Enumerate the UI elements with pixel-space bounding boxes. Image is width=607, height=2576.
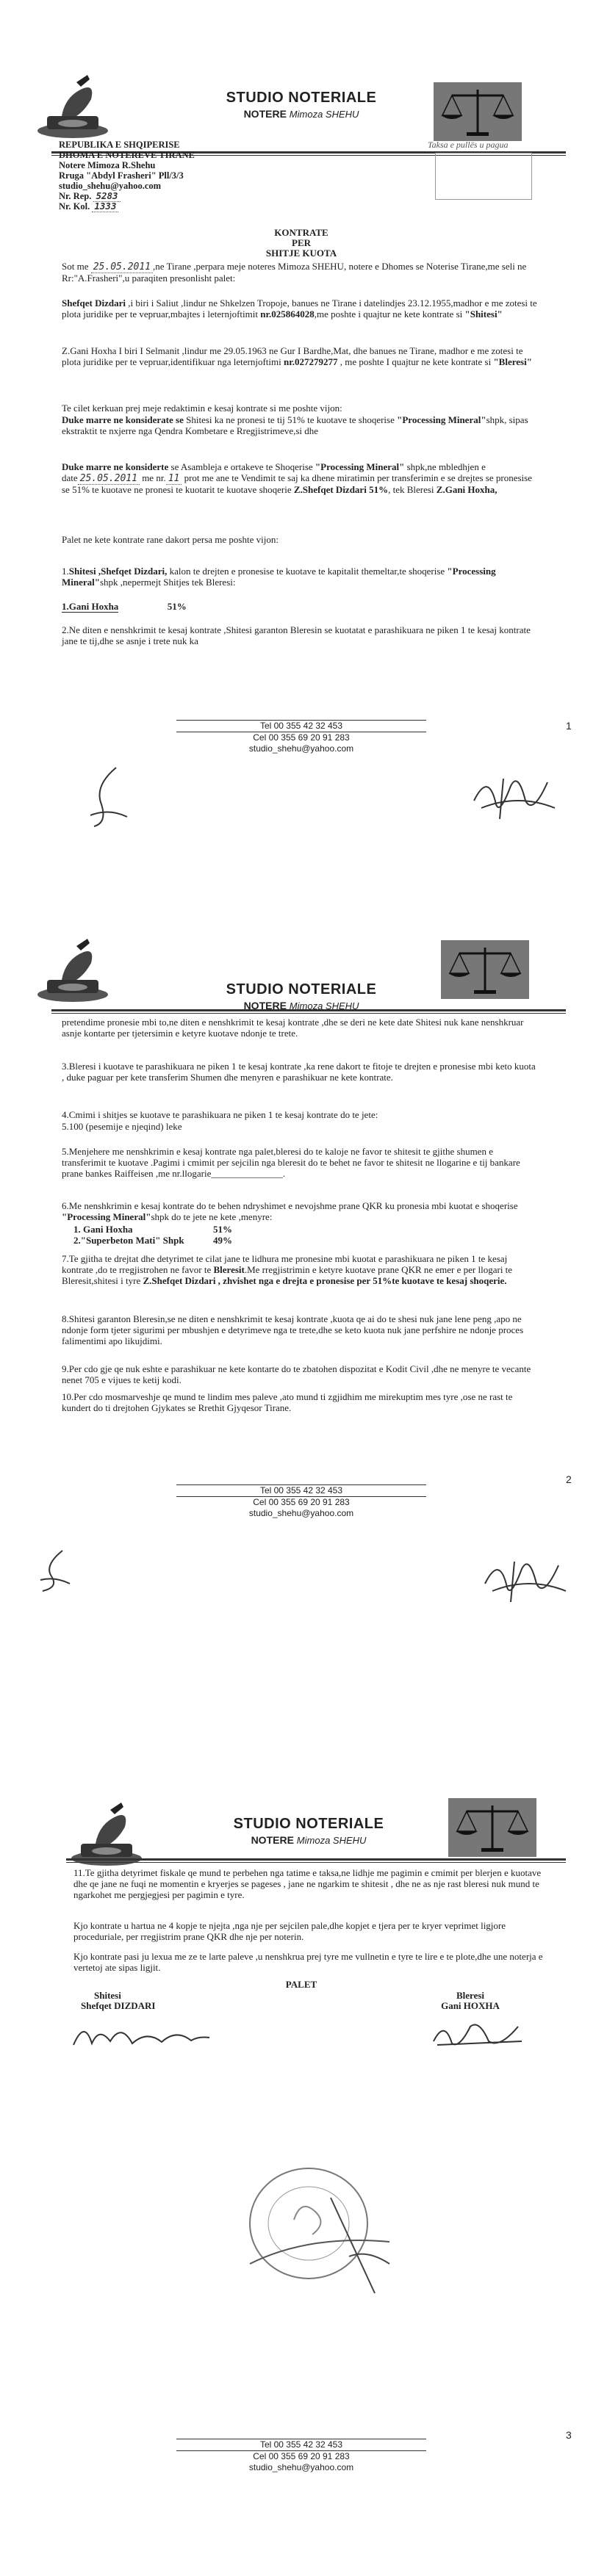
intro-paragraph: Sot me 25.05.2011 ,ne Tirane ,perpara meje noteres Mimoza SHEHU, notere e Dhomes se Noterise Tirane,me seli ne Rr:"A.Frasheri",u paraqiten presonlisht palet: [62,261,527,284]
consideration-1: Duke marre ne konsiderate se Shitesi ka ne pronesi te tij 51% te kuotave te shoqerise "Processing Mineral"shpk, sipas ekstraktit te nxjerre nga Qendra Kombetare e Rregjistrimeve,si dhe [62,414,528,436]
article-5: 5.Menjehere me nenshkrimin e kesaj kontrate nga palet,bleresi do te kaloje ne favor te shitesit te gjithe shumen e transferimit te kuotave .Pagimi i cmimit per sejcilin nga bleresit do te behet ne favor te shitesit ne llogarine e tij bankare prane bankes Raiffeisen ,me nr.llogarie_______________. [62,1146,520,1179]
article-8: 8.Shitesi garanton Bleresin,se ne diten e nenshkrimit te kesaj kontrate ,kuota qe ai do te shesi nuk jane lene peng ,apo ne ndonje form tjeter sigurimi per mbushjen e detyrimeve nga te trete,dhe se keto kuota nuk jane perfshire ne ndonje proces falimentimi apo likujdimi. [62,1313,524,1346]
buyer-signature-p2 [478,1547,573,1606]
buyer-label: Bleresi [456,1990,485,2001]
office-block [59,140,250,212]
ownership-table [73,1224,294,1246]
office-country: REPUBLIKA E SHQIPERISE [59,140,180,150]
article-4: 4.Cmimi i shitjes se kuotave te parashikuara ne piken 1 te kesaj kontrate do te jete: [62,1109,378,1120]
seller-signature-p3 [66,2016,213,2052]
article-1: 1.Shitesi ,Shefqet Dizdari, kalon te drejten e pronesise te kuotave te kapitalit themeltar,te shoqerise "Processing Mineral"shpk ,nepermejt Shitjes tek Bleresi: [62,566,496,588]
article-10: 10.Per cdo mosmarveshje qe mund te lindim mes paleve ,ato mund ti zgjidhim me mirekuptim mes tyre ,ose ne rast te kundert do ti drejtohen Gjykates se Rrethit Gjyqesor Tirane. [62,1391,513,1413]
consideration-2: Duke marre ne konsiderte se Asambleja e ortakeve te Shoqerise "Processing Mineral" shpk,ne mbledhjen e date 25.05.2011 me nr. 11 prot me ane te Vendimit te saj ka dhene miratimin per transferimin e se drejtes se pronesise se 51% te kuotave ne pronesi te kuotarit te kuotave shoqerie Z.Shefqet Dizdari 51%, tek Bleresi Z.Gani Hoxha, [62,461,532,495]
stamp-note: Taksa e pullës u pagua [428,140,509,150]
document-page-2 [0,864,607,1709]
studio-title: STUDIO NOTERIALE [233,1816,384,1832]
seller-signature-p1 [87,764,138,830]
studio-title: STUDIO NOTERIALE [226,90,377,106]
page-number-1: 1 [566,720,572,732]
notary-stamp-icon [220,2154,412,2301]
article-6: 6.Me nenshkrimin e kesaj kontrate do te behen ndryshimet e nevojshme prane QKR ku pronesia mbi kuotat e shoqerise "Processing Mineral"shpk do te jete ne kete ,menyre: [62,1200,518,1222]
article-9: 9.Per cdo gje qe nuk eshte e parashikuar ne kete kontarte do te zbatohen dispozitat e Kodit Civil ,dhe ne menyre te vecante nenet 705 e vijues te ketij kodi. [62,1363,531,1385]
studio-title: STUDIO NOTERIALE [226,981,377,997]
article-2: 2.Ne diten e nenshkrimit te kesaj kontrate ,Shitesi garanton Bleresin se kuotatat e parashikuara ne piken 1 te kesaj kontrate jane te tij,dhe se asnje i trete nuk ka [62,624,531,646]
ownership-row: 2."Superbeton Mati" Shpk 49% [73,1235,232,1246]
notary-line: NOTERE Mimoza SHEHU [243,108,359,120]
page-gap-2 [0,1709,607,1728]
contract-title: KONTRATE PER SHITJE KUOTA [265,227,337,259]
ownership-row: 1. Gani Hoxha 51% [73,1224,232,1235]
footer-page-3: Tel 00 355 42 32 453 Cel 00 355 69 20 91 283 studio_shehu@yahoo.com [176,2439,426,2473]
buyer-signature-p1 [467,764,562,823]
notary-line: NOTERE Mimoza SHEHU [243,1000,359,1011]
document-page-1 [0,0,607,845]
article-11: 11.Te gjitha detyrimet fiskale qe mund te perbehen nga tatime e taksa,ne lidhje me pagimin e cmimit per blerjen e kuotave dhe qe jane ne fuqi ne momentin e kryerjes se pageses , jane ne ngarkim te shitesit , dhe ne as nje rast bleresi nuk mund te ngarkohet me pergjegjesi per pagimin e tyre. [73,1867,542,1900]
buyer-name: Gani HOXHA [441,2000,500,2011]
office-email: studio_shehu@yahoo.com [59,181,162,191]
office-chamber: DHOMA E NOTEREVE TIRANE [59,150,195,160]
buyer-block [397,1991,544,2011]
notary-seal-press-icon [32,73,113,141]
office-address: Rruga "Abdyl Frasheri" Pll/3/3 [59,170,184,181]
article-4-price: 5.100 (pesemije e njeqind) leke [62,1121,182,1132]
notary-line: NOTERE Mimoza SHEHU [251,1834,367,1846]
page-gap-1 [0,845,607,864]
office-notary: Notere Mimoza R.Shehu [59,160,156,170]
article-7: 7.Te gjitha te drejtat dhe detyrimet te cilat jane te lidhura me pronesine mbi kuotat e parashikuara ne piken 1 te kesaj kontrate ,do te rregjistrohen ne favor te Bleresit.Me rregjistrimin e ketyre kuotave prane QKR ne emer e per llogari te Bleresit,shitesi i tyre Z.Shefqet Dizdari , zhvishet nga e drejta e pronesise per 51%te kuotave te kesaj shoqerie. [62,1253,513,1286]
seller-paragraph: Shefqet Dizdari ,i biri i Saliut ,lindur ne Shkelzen Tropoje, banues ne Tirane i datelindjes 23.12.1955,madhor e me zotesi te plota juridike per te vepruar,mbajtes i leternjoftimit nr.025864028,me poshte i quajtur ne kete kontrate si "Shitesi" [62,297,537,320]
article-1-buyer: 1.Gani Hoxha 51% [62,601,187,612]
reading-paragraph: Kjo kontrate pasi ju lexua me ze te larte paleve ,u nenshkrua prej tyre me vullnetin e tyre te lire e te plote,dhe une noterja e vertetoj ate sipas ligjit. [73,1951,543,1973]
agreement-paragraph: Palet ne kete kontrate rane dakort persa me poshte vijon: [62,534,279,545]
article-3: 3.Bleresi i kuotave te parashikuara ne piken 1 te kesaj kontrate ,ka rene dakort te fitoje te drejten e pronesise mbi keto kuota , duke paguar per kete transferim Shumen dhe menyren e parashikuar ne kete kontrate. [62,1061,536,1083]
page-number-2: 2 [566,1473,572,1485]
footer-page-2: Tel 00 355 42 32 453 Cel 00 355 69 20 91 283 studio_shehu@yahoo.com [176,1484,426,1519]
copies-paragraph: Kjo kontrate u hartua ne 4 kopje te njejta ,nga nje per sejcilen pale,dhe kopjet e tjera per te kryer veprimet ligjore proceduriale, per rregjistrim prane QKR dhe nje per noterin. [73,1920,506,1942]
parties-heading: PALET [285,1979,317,1990]
buyer-signature-p3 [426,2016,529,2052]
notary-seal-press-icon [32,937,113,1005]
justice-scale-icon [448,1798,536,1857]
article-2-continued: pretendime pronesie mbi to,ne diten e nenshkrimit te kesaj kontrate ,dhe se deri ne kete date Shitesi nuk kane nenshkruar asnje kontarte per tjetersimin e ketyre kuotave ndonje te trete. [62,1017,524,1039]
contract-date: 25.05.2011 [91,261,153,273]
seller-name: Shefqet DIZDARI [81,2000,156,2011]
justice-scale-icon [441,940,529,999]
stamp-box [435,153,532,200]
document-page-3 [0,1728,607,2576]
rep-number: Nr. Rep. 5283 [59,191,250,201]
kol-number: Nr. Kol. 1333 [59,201,250,212]
seller-label: Shitesi [94,1990,121,2001]
request-paragraph: Te cilet kerkuan prej meje redaktimin e kesaj kontrate si me poshte vijon: [62,403,342,414]
footer-page-1: Tel 00 355 42 32 453 Cel 00 355 69 20 91 283 studio_shehu@yahoo.com [176,720,426,754]
justice-scale-icon [434,82,522,141]
page-number-3: 3 [566,2429,572,2441]
seller-block [81,1991,228,2011]
buyer-paragraph: Z.Gani Hoxha I biri I Selmanit ,lindur me 29.05.1963 ne Gur I Bardhe,Mat, dhe banues ne Tirane, madhor e me zotesi te plota juridike per te vepruar,identifikuar nga leternjoftimi nr.027279277 , me poshte I quajtur ne kete kontrate si "Bleresi" [62,345,532,367]
seller-signature-p2 [37,1547,81,1598]
